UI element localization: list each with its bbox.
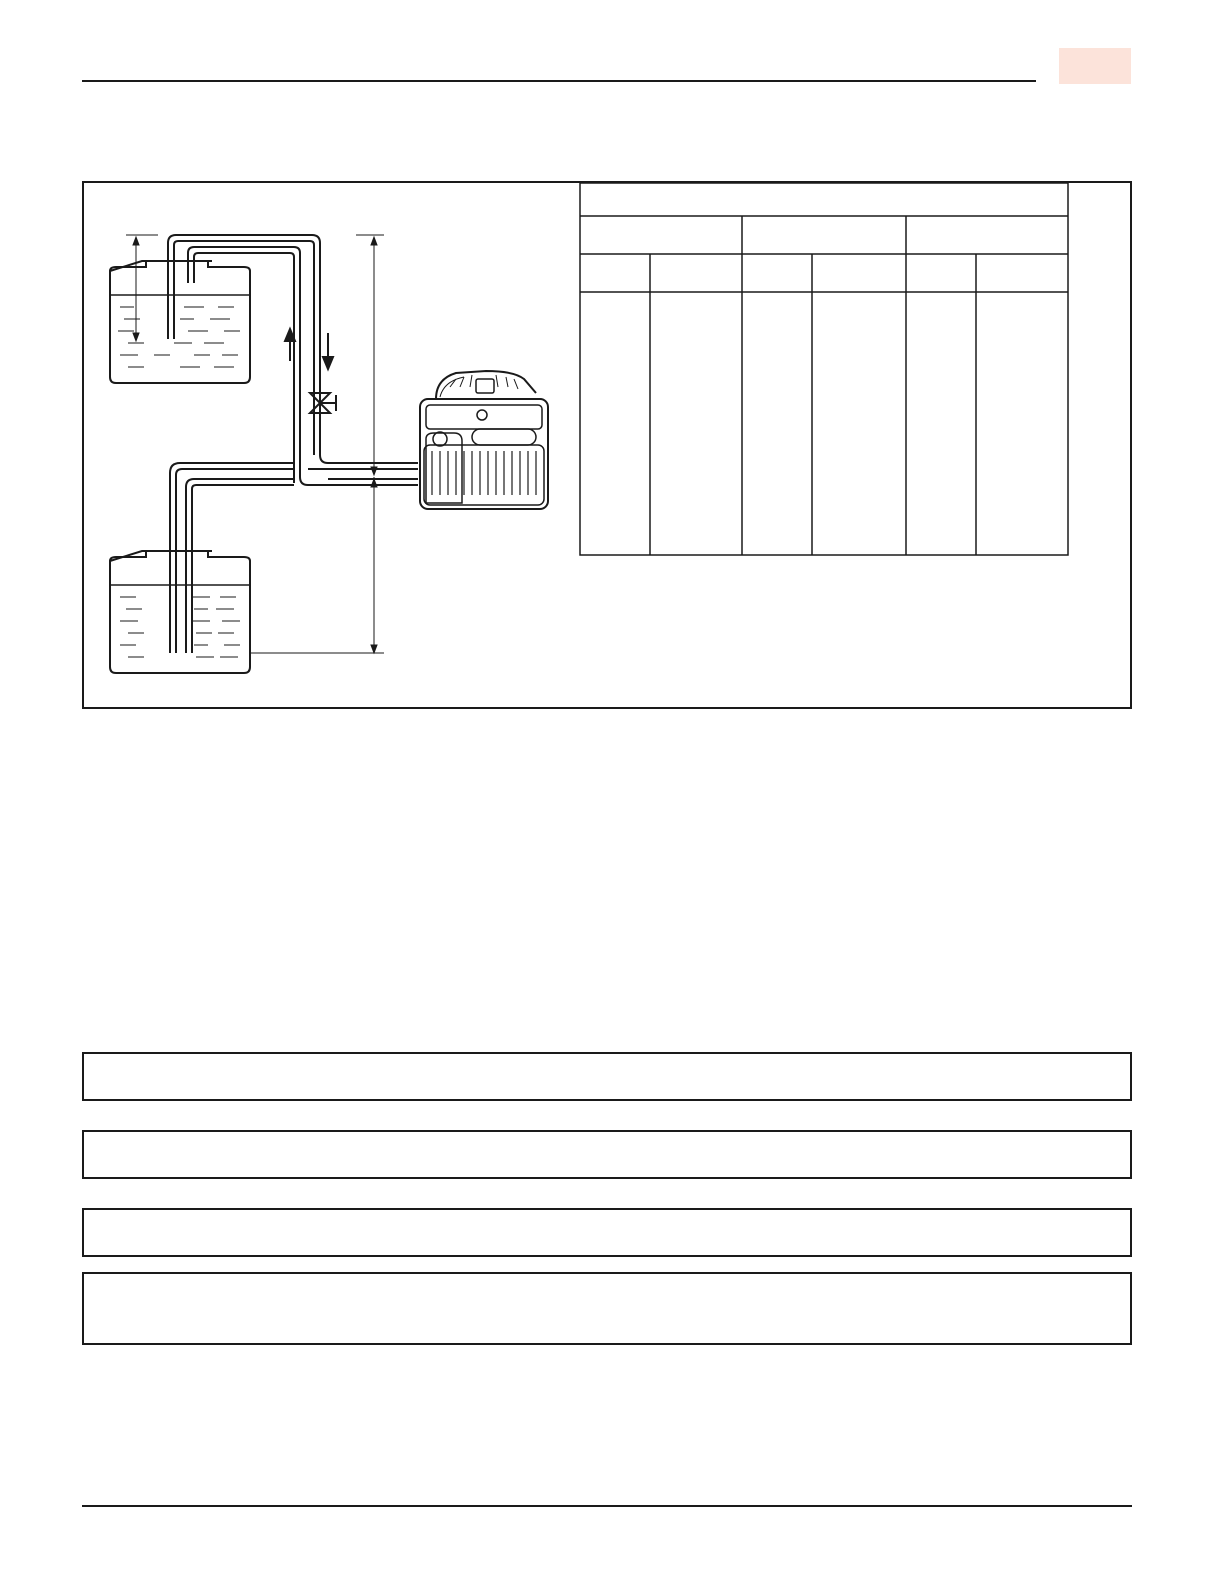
figure-frame <box>82 181 1132 709</box>
arrow-down-icon <box>323 333 333 369</box>
fuel-tank-icon <box>110 261 250 383</box>
installation-diagram <box>84 183 1130 707</box>
note-box <box>82 1208 1132 1257</box>
note-box <box>82 1272 1132 1345</box>
burner-pump-icon <box>420 371 548 509</box>
header-rule <box>82 80 1036 82</box>
fuel-tank-icon <box>110 551 250 673</box>
section-tab <box>1059 48 1131 84</box>
footer-rule <box>82 1505 1132 1507</box>
note-box <box>82 1052 1132 1101</box>
note-box <box>82 1130 1132 1179</box>
data-table <box>580 183 1068 555</box>
height-dimension <box>250 235 384 653</box>
dimension-line <box>126 235 158 341</box>
supply-pipe <box>168 235 418 485</box>
